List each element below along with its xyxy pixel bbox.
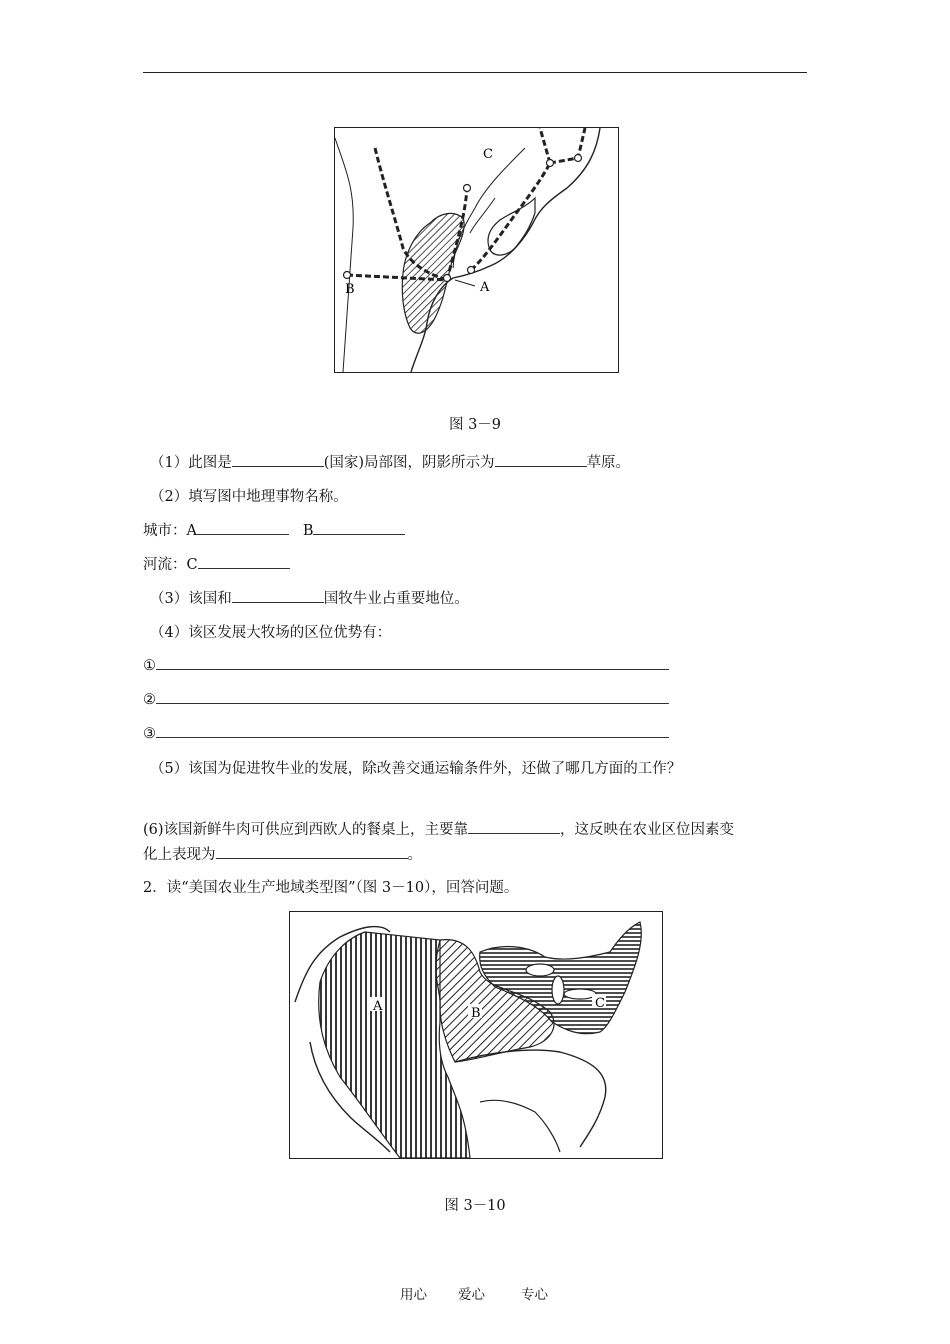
footer-item-1: 用心 (400, 1287, 427, 1303)
question-2-heading: 2．读“美国农业生产地域类型图”（图 3－10），回答问题。 (143, 880, 519, 896)
figure-3-10-map (289, 911, 663, 1159)
question-6-line1: (6)该国新鲜牛肉可供应到西欧人的餐桌上，主要靠 ，这反映在农业区位因素变 (143, 818, 734, 839)
header-rule (143, 72, 807, 73)
answer-line-2: ② (143, 689, 669, 708)
answer-line-3: ③ (143, 723, 669, 742)
footer-item-2: 爱心 (458, 1287, 485, 1303)
figure-3-9-map (334, 127, 619, 373)
label-a: A (480, 280, 490, 295)
figure-3-10-caption: 图 3－10 (444, 1198, 506, 1214)
usa-agriculture-map-svg (290, 912, 662, 1158)
question-4: （4）该区发展大牧场的区位优势有： (150, 625, 392, 641)
city-line: 城市：A B (143, 519, 405, 540)
label-c: C (483, 147, 493, 162)
label-b: B (345, 282, 355, 297)
south-america-map-svg (335, 128, 618, 372)
question-5: （5）该国为促进牧牛业的发展，除改善交通运输条件外，还做了哪几方面的工作？ (150, 761, 682, 777)
question-2: （2）填写图中地理事物名称。 (150, 489, 348, 505)
footer-item-3: 专心 (521, 1287, 548, 1303)
label-c: C (595, 996, 605, 1011)
label-b: B (471, 1006, 481, 1021)
answer-line-1: ① (143, 655, 669, 674)
question-3: （3）该国和 国牧牛业占重要地位。 (150, 587, 469, 608)
label-a: A (373, 999, 383, 1014)
figure-3-9-caption: 图 3－9 (448, 417, 502, 433)
river-line: 河流：C (143, 553, 290, 574)
question-1: （1）此图是 (国家)局部图，阴影所示为 草原。 (150, 451, 630, 472)
question-6-line2: 化上表现为 。 (143, 843, 422, 864)
